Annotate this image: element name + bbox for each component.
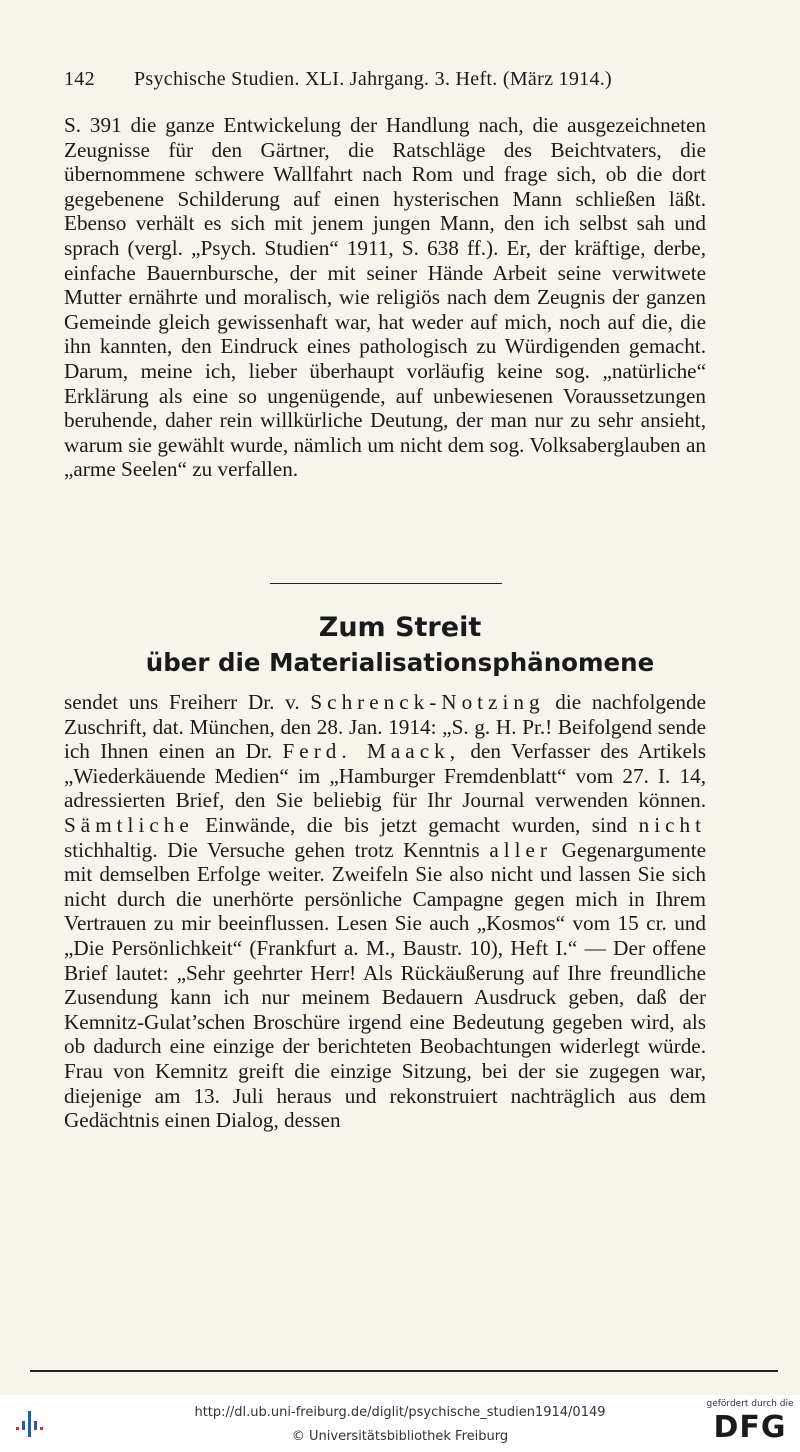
spaced-name: Schrenck-Notzing bbox=[310, 690, 545, 714]
dfg-logo-icon bbox=[706, 1399, 794, 1447]
running-header bbox=[64, 64, 706, 96]
body-paragraph-2 bbox=[64, 690, 706, 1133]
text-span: den Verfasser des Artikels „Wiederkäuende Medien“ im „Hamburger Fremdenblatt“ vom 27. I. 14, adressierten Brief, den Sie beliebig für Ihr Journal verwenden können. bbox=[64, 739, 706, 813]
section-title-line-1: Zum Streit bbox=[318, 612, 482, 643]
emphasis: nicht bbox=[638, 812, 706, 837]
viewer-footer bbox=[0, 1395, 800, 1452]
text-span: die nachfolgende Zuschrift, dat. München, den 28. Jan. 1914: „S. g. H. Pr.! Beifolgend sende ich Ihnen einen an Dr. bbox=[64, 690, 706, 764]
page-bottom-rule bbox=[30, 1370, 778, 1372]
dfg-wordmark: DFG bbox=[713, 1410, 787, 1445]
page-number: 142 bbox=[64, 68, 95, 90]
dfg-caption: gefördert durch die bbox=[706, 1399, 794, 1409]
body-paragraph-1: S. 391 die ganze Entwickelung der Handlung nach, die ausgezeichneten Zeugnisse für den Gärtner, die Ratschläge des Beichtvaters, die übernommene schwere Wallfahrt nach Rom und frage sich, ob die dort gegebenene Schilderung auf einen hysterischen Mann schließen läßt. Ebenso verhält es sich mit jenem jungen Mann, den ich selbst sah und sprach (vergl. „Psych. Studien“ 1911, S. 638 ff.). Er, der kräftige, derbe, einfache Bauernbursche, der mit seiner Hände Arbeit seine verwitwete Mutter ernährte und moralisch, wie religiös nach dem Zeugnis der ganzen Gemeinde gleich gewissenhaft war, hat weder auf mich, noch auf die, die ihn kannten, den Eindruck eines pathologisch zu Würdigenden gemacht. Darum, meine ich, lieber überhaupt vorläufig keine sog. „natürliche“ Erklärung als eine so ungenügende, auf unbewiesenen Voraussetzungen beruhende, daher rein willkürliche Deutung, der man nur zu sehr ansieht, warum sie gewählt wurde, nämlich um nicht dem sog. Volksaberglauben an „arme Seelen“ zu verfallen. bbox=[64, 113, 706, 482]
running-title: Psychische Studien. XLI. Jahrgang. 3. Heft. (März 1914.) bbox=[134, 68, 613, 90]
section-divider bbox=[270, 583, 502, 584]
text-span: sendet uns Freiherr Dr. v. bbox=[64, 690, 300, 714]
text-span: Gegenargumente mit demselben Erfolge weiter. Zweifeln Sie also nicht und lassen Sie sich nicht durch die unerhörte persönliche Campagne gegen mich in Ihrem Vertrauen zu mir beeinflussen. Lesen Sie auch „Kosmos“ vom 15 cr. und „Die Persönlichkeit“ (Frankfurt a. M., Baustr. 10), Heft I.“ — Der offene Brief lautet: „Sehr geehrter Herr! Als Rückäußerung auf Ihre freundliche Zusendung kann ich nur meinem Bedauern Ausdruck geben, daß der Kemnitz-Gulat’schen Broschüre irgend eine Bedeutung gegeben wird, als ob dadurch eine einzige der berichteten Beobachtungen widerlegt würde. Frau von Kemnitz greift die einzige Sitzung, bei der sie zugegen war, diejenige am 13. Juli heraus und rekonstruiert nachträglich aus dem Gedächtnis einen Dialog, dessen bbox=[64, 837, 706, 1133]
spaced-name: Ferd. Maack, bbox=[282, 739, 460, 764]
document-url[interactable]: http://dl.ub.uni-freiburg.de/diglit/psychische_studien1914/0149 bbox=[194, 1405, 606, 1420]
emphasis: Sämtliche bbox=[64, 812, 194, 837]
section-title-line-2: über die Materialisationsphänomene bbox=[145, 648, 655, 677]
text-span: Einwände, die bis jetzt gemacht wurden, sind bbox=[205, 812, 628, 837]
emphasis: aller bbox=[489, 837, 552, 862]
text-span: stichhaltig. Die Versuche gehen trotz Kenntnis bbox=[64, 837, 480, 862]
copyright-notice: © Universitätsbibliothek Freiburg bbox=[291, 1429, 509, 1444]
